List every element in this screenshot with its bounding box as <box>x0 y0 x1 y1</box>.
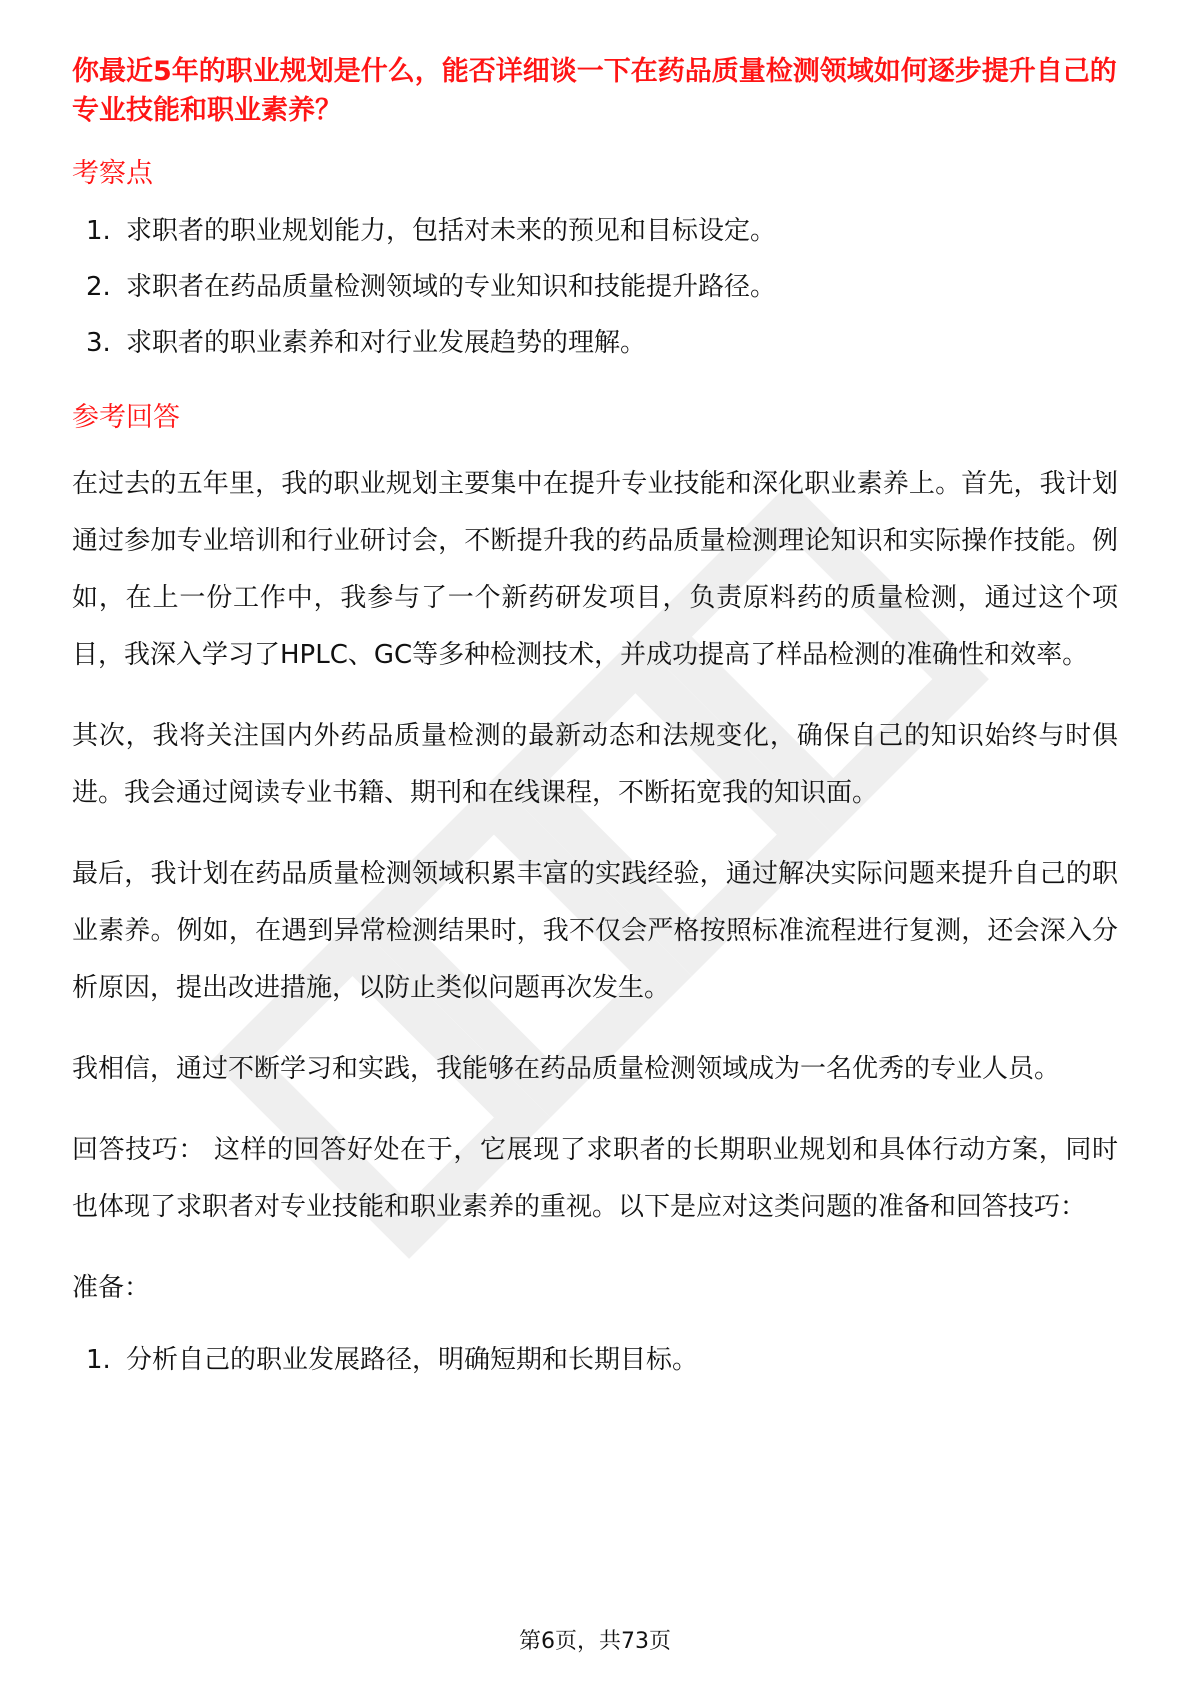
list-item-text: 求职者的职业素养和对行业发展趋势的理解。 <box>126 328 647 358</box>
list-item <box>72 324 1118 362</box>
list-item-number: 3. <box>86 328 111 358</box>
spacer <box>72 380 1118 400</box>
page-indicator: 第6页，共73页 <box>519 1629 671 1654</box>
prep-points-list <box>72 1341 1118 1379</box>
answer-tips-paragraph: 回答技巧： 这样的回答好处在于，它展现了求职者的长期职业规划和具体行动方案，同时也体现了求职者对专业技能和职业素养的重视。以下是应对这类问题的准备和回答技巧： <box>72 1135 1118 1222</box>
prep-label: 准备： <box>72 1273 151 1303</box>
answer-paragraph: 最后，我计划在药品质量检测领域积累丰富的实践经验，通过解决实际问题来提升自己的职业素养。例如，在遇到异常检测结果时，我不仅会严格按照标准流程进行复测，还会深入分析原因，提出改进措施，以防止类似问题再次发生。 <box>72 859 1118 1003</box>
answer-heading: 参考回答 <box>72 402 180 433</box>
list-item-text: 分析自己的职业发展路径，明确短期和长期目标。 <box>126 1345 699 1375</box>
answer-paragraph: 在过去的五年里，我的职业规划主要集中在提升专业技能和深化职业素养上。首先，我计划通过参加专业培训和行业研讨会，不断提升我的药品质量检测理论知识和实际操作技能。例如，在上一份工作中，我参与了一个新药研发项目，负责原料药的质量检测，通过这个项目，我深入学习了HPLC、GC等多种检测技术，并成功提高了样品检测的准确性和效率。 <box>72 469 1118 670</box>
list-item-text: 求职者的职业规划能力，包括对未来的预见和目标设定。 <box>126 216 777 246</box>
list-item-text: 求职者在药品质量检测领域的专业知识和技能提升路径。 <box>126 272 777 302</box>
list-item-number: 1. <box>86 216 111 246</box>
list-item <box>72 212 1118 250</box>
answer-paragraph: 其次，我将关注国内外药品质量检测的最新动态和法规变化，确保自己的知识始终与时俱进。我会通过阅读专业书籍、期刊和在线课程，不断拓宽我的知识面。 <box>72 721 1118 808</box>
focus-points-list <box>72 212 1118 362</box>
list-item <box>72 268 1118 306</box>
list-item <box>72 1341 1118 1379</box>
document-content <box>72 52 1118 1397</box>
focus-heading: 考察点 <box>72 158 153 189</box>
answer-paragraph: 我相信，通过不断学习和实践，我能够在药品质量检测领域成为一名优秀的专业人员。 <box>72 1054 1061 1084</box>
question-title: 你最近5年的职业规划是什么，能否详细谈一下在药品质量检测领域如何逐步提升自己的专业技能和职业素养？ <box>72 56 1117 126</box>
list-item-number: 1. <box>86 1345 111 1375</box>
list-item-number: 2. <box>86 272 111 302</box>
